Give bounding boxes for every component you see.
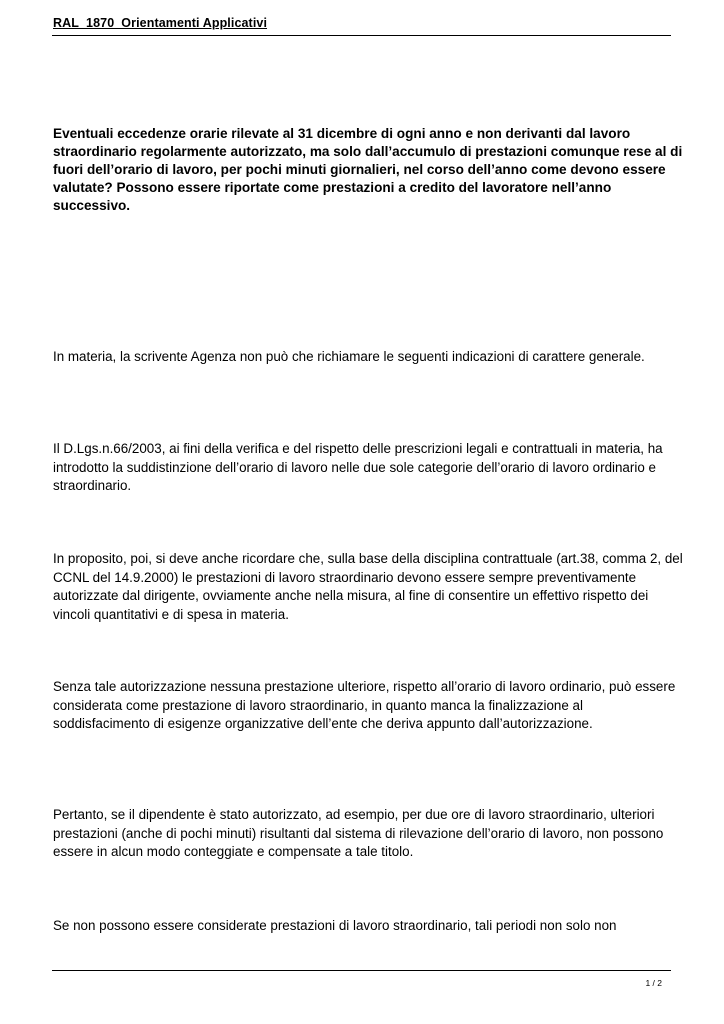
question-text: Eventuali eccedenze orarie rilevate al 31 dicembre di ogni anno e non derivanti dal lavoro straordinario regolarmente autorizzato, ma solo dall’accumulo di prestazioni comunque rese al di fuori dell’orario di lavoro, per pochi minuti giornalieri, nel corso dell’anno come devono essere valutate? Possono essere riportate come prestazioni a credito del lavoratore nell’anno successivo. — [53, 126, 683, 213]
paragraph-1: In materia, la scrivente Agenza non può che richiamare le seguenti indicazioni di carattere generale. — [53, 349, 645, 364]
paragraph-5: Pertanto, se il dipendente è stato autorizzato, ad esempio, per due ore di lavoro straordinario, ulteriori prestazioni (anche di pochi minuti) risultanti dal sistema di rilevazione dell’orario di lavoro, non possono essere in alcun modo conteggiate e compensate a tale titolo. — [53, 807, 664, 859]
footer-divider — [52, 970, 671, 971]
document-header-title: RAL_1870_Orientamenti Applicativi — [53, 16, 268, 30]
paragraph-4: Senza tale autorizzazione nessuna prestazione ulteriore, rispetto all’orario di lavoro ordinario, può essere considerata come prestazione di lavoro straordinario, in quanto manca la finalizzazione al soddisfacimento di esigenze organizzative dell’ente che deriva appunto dall’autorizzazione. — [53, 679, 676, 731]
paragraph-6: Se non possono essere considerate prestazioni di lavoro straordinario, tali periodi non solo non — [53, 918, 617, 933]
paragraph-2: Il D.Lgs.n.66/2003, ai fini della verifica e del rispetto delle prescrizioni legali e contrattuali in materia, ha introdotto la suddistinzione dell’orario di lavoro nelle due sole categorie dell’orario di lavoro ordinario e straordinario. — [53, 441, 663, 493]
page-number: 1 / 2 — [645, 978, 662, 988]
header-divider — [52, 35, 671, 36]
paragraph-3: In proposito, poi, si deve anche ricordare che, sulla base della disciplina contrattuale (art.38, comma 2, del CCNL del 14.9.2000) le prestazioni di lavoro straordinario devono essere sempre preventivamente autorizzate dal dirigente, ovviamente anche nella misura, al fine di consentire un effettivo rispetto dei vincoli quantitativi e di spesa in materia. — [53, 551, 683, 622]
